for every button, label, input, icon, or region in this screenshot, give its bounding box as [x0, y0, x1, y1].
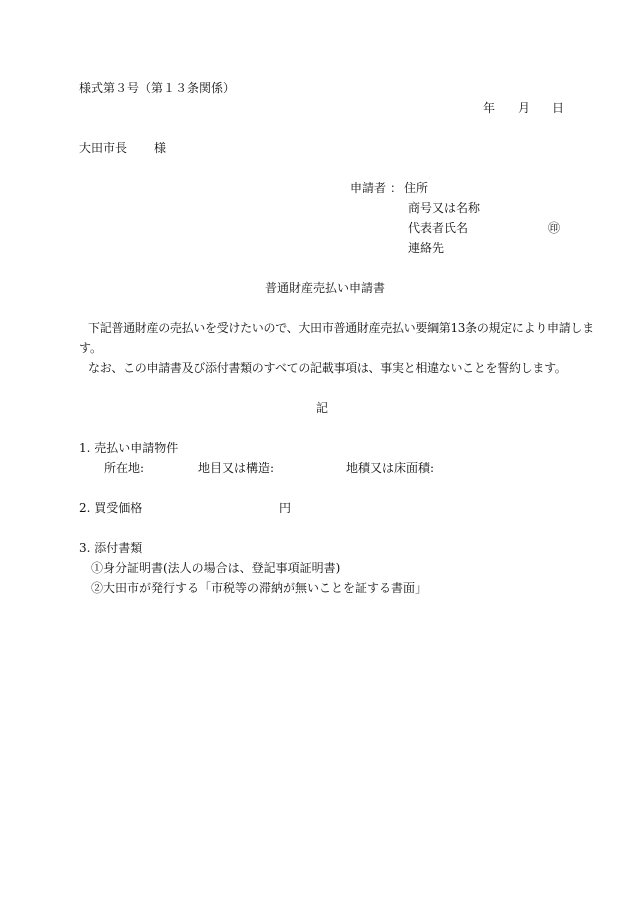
date-year: 年: [483, 101, 496, 115]
date-day: 日: [552, 101, 565, 115]
addressee-honorific: 様: [154, 141, 167, 155]
ki-label: 記: [316, 401, 329, 415]
applicant-company-name: 商号又は名称: [408, 201, 481, 215]
land-category-label: 地目又は構造:: [198, 461, 275, 475]
attachment-item: ②大田市が発行する「市税等の滞納が無いことを証する書面」: [91, 581, 428, 595]
addressee-name: 大田市長: [79, 141, 128, 155]
date-month: 月: [518, 101, 531, 115]
applicant-label: 申請者: [350, 181, 387, 195]
body-line-2: す。: [79, 341, 103, 355]
document-title: 普通財産売払い申請書: [265, 281, 386, 295]
seal-mark: ㊞: [548, 221, 561, 235]
area-label: 地積又は床面積:: [346, 461, 435, 475]
applicant-contact: 連絡先: [408, 241, 445, 255]
location-label: 所在地:: [104, 461, 145, 475]
section1-heading: 1. 売払い申請物件: [79, 441, 179, 455]
applicant-address: 住所: [404, 181, 429, 195]
form-number: 様式第３号（第１３条関係）: [79, 81, 236, 95]
price-unit: 円: [279, 501, 292, 515]
body-line-1: 下記普通財産の売払いを受けたいので、大田市普通財産売払い要綱第13条の規定により申請しま: [88, 321, 594, 335]
applicant-colon: ：: [390, 181, 403, 195]
attachment-item: ①身分証明書(法人の場合は、登記事項証明書): [91, 561, 341, 575]
section3-heading: 3. 添付書類: [79, 541, 143, 555]
section2-heading: 2. 買受価格: [79, 501, 143, 515]
applicant-representative: 代表者氏名: [408, 221, 469, 235]
body-line-3: なお、この申請書及び添付書類のすべての記載事項は、事実と相違ないことを誓約します。: [88, 361, 567, 375]
